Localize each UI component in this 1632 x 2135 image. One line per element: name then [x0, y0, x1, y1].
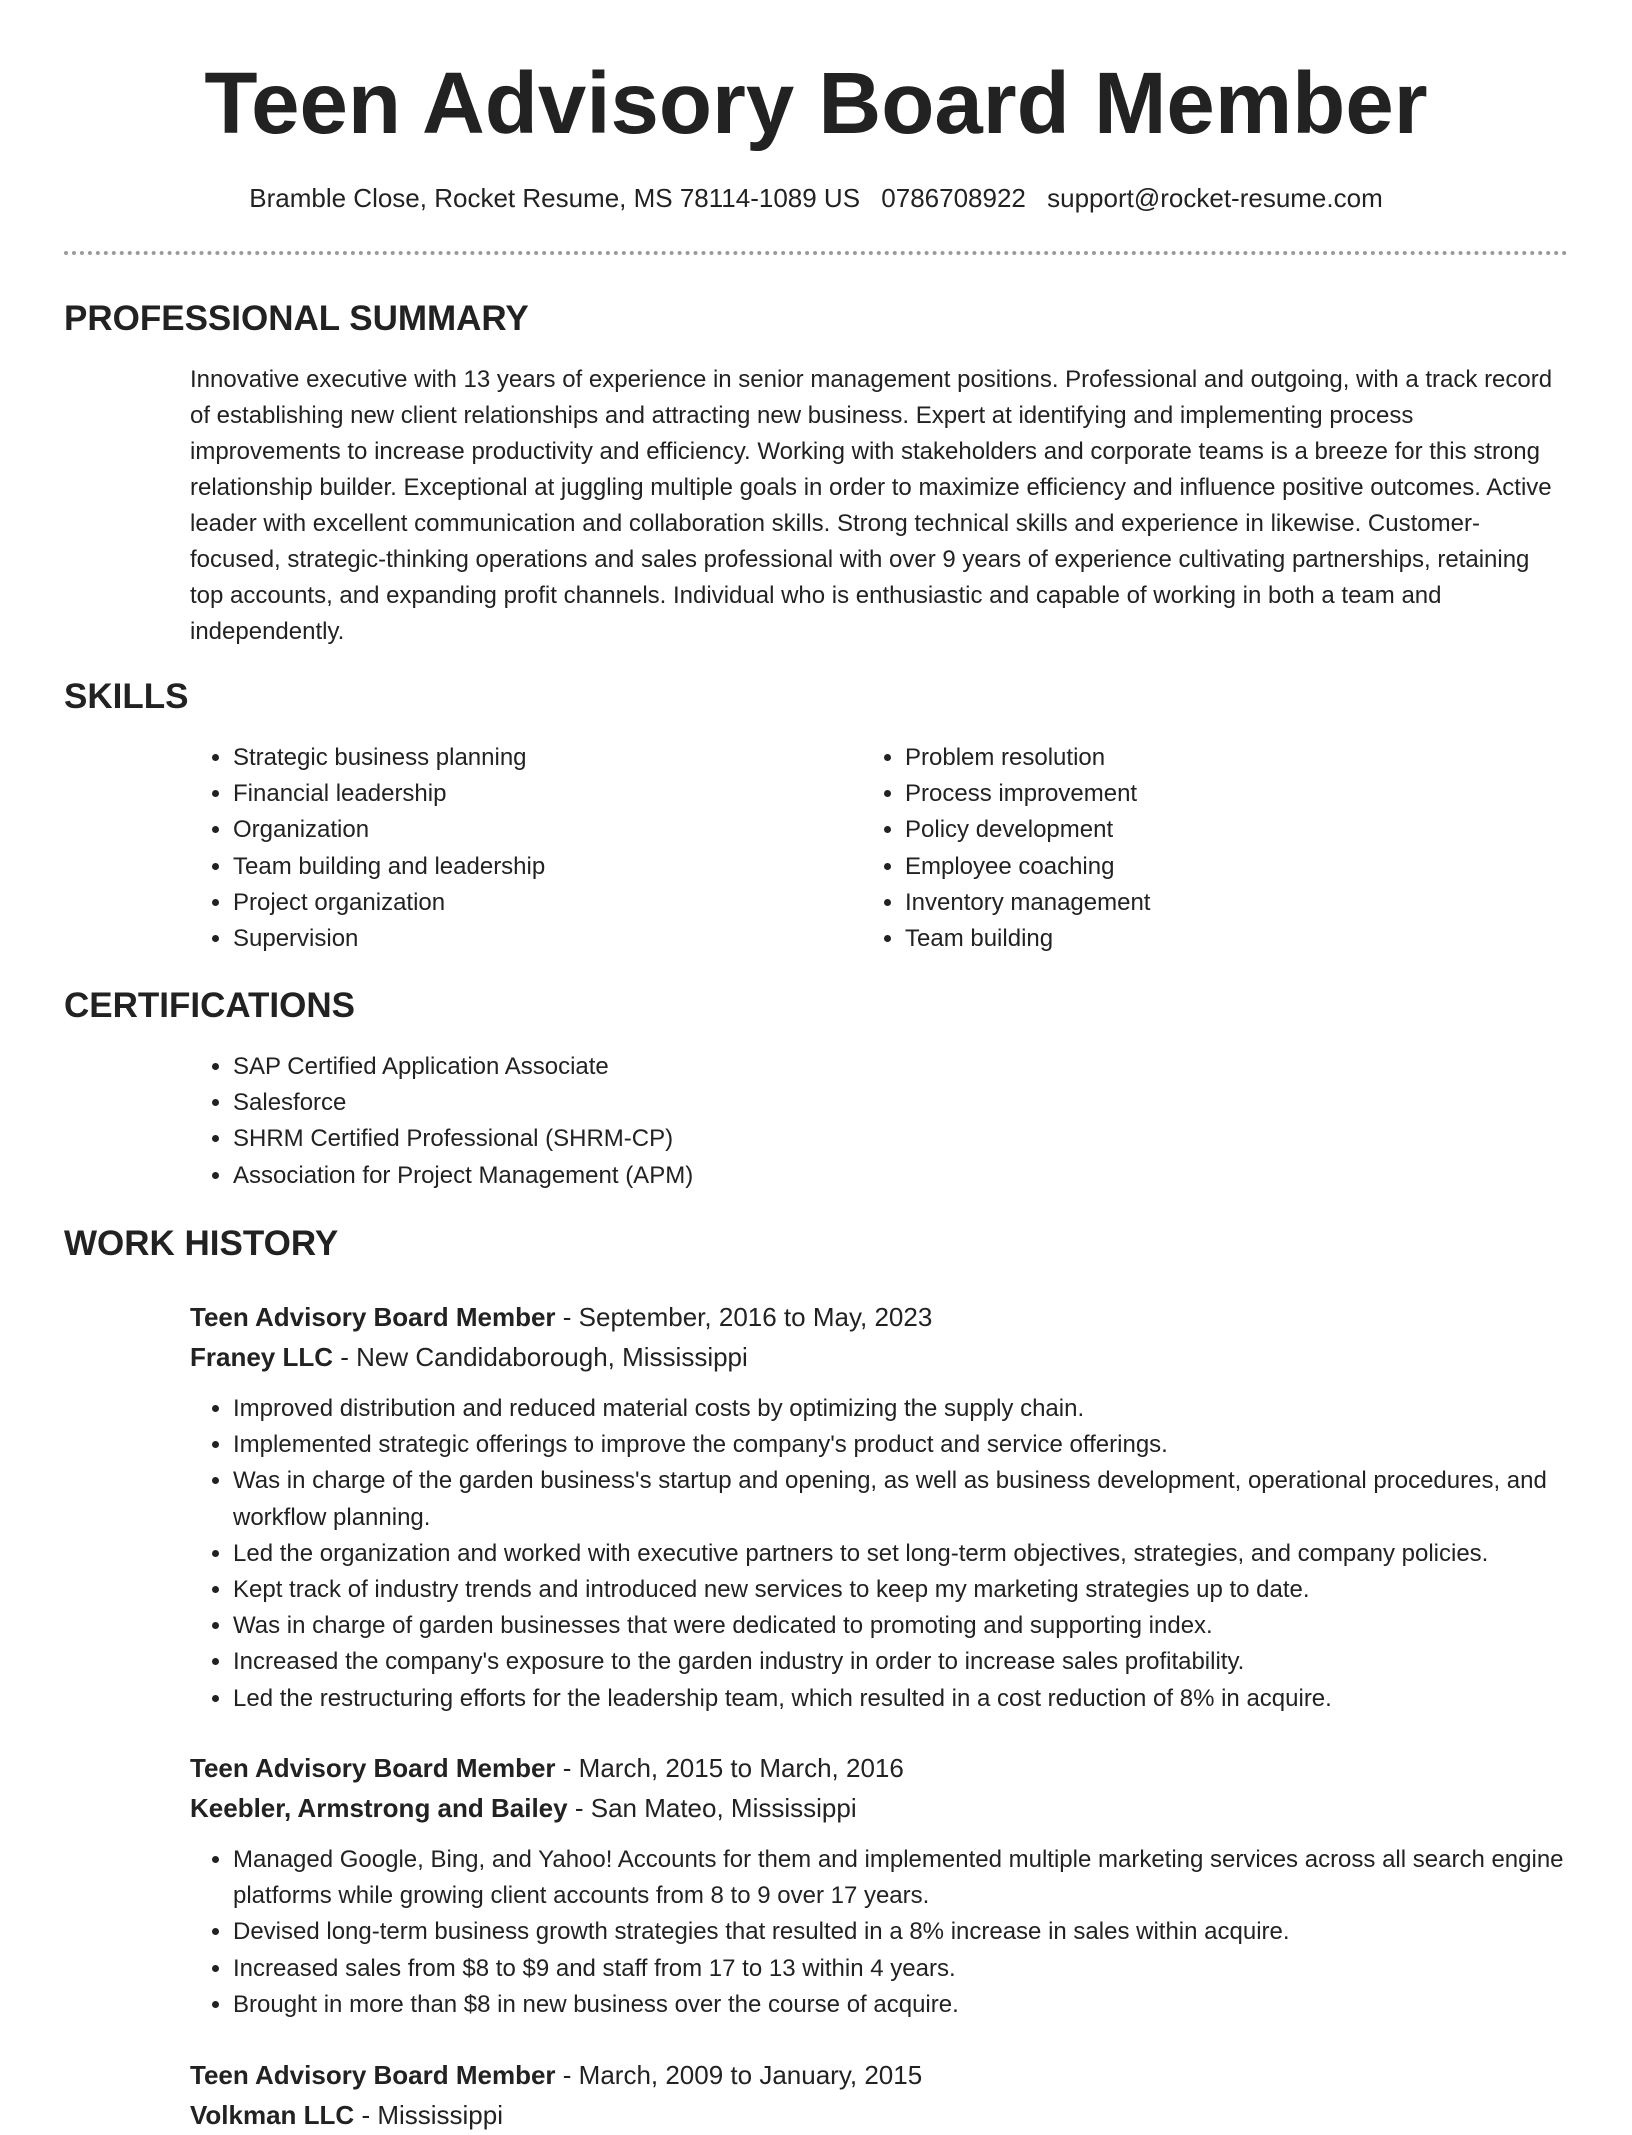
job-bullets	[190, 1391, 1568, 1717]
job-dates: - March, 2009 to January, 2015	[562, 2060, 923, 2090]
list-item: • Process improvement	[905, 776, 1562, 812]
list-item: • Financial leadership	[233, 776, 830, 812]
certifications-list	[190, 1049, 1568, 1194]
work-history-heading: WORK HISTORY	[64, 1224, 339, 1263]
job-dates: - March, 2015 to March, 2016	[562, 1753, 904, 1783]
skills-left-column	[190, 740, 830, 957]
list-item: • SAP Certified Application Associate	[233, 1049, 1568, 1085]
job-title-line	[190, 1297, 1568, 1337]
header-divider	[64, 251, 1568, 255]
list-item: • SHRM Certified Professional (SHRM-CP)	[233, 1121, 1568, 1157]
list-item: • Was in charge of the garden business's startup and opening, as well as business development, operational procedures, and workflow planning.	[233, 1463, 1568, 1535]
list-item: • Implemented strategic offerings to improve the company's product and service offerings.	[233, 1427, 1568, 1463]
list-item: • Devised long-term business growth strategies that resulted in a 8% increase in sales within acquire.	[233, 1914, 1568, 1950]
job-title-line	[190, 1748, 1568, 1788]
job-company-line	[190, 2095, 1568, 2135]
list-item: • Strategic business planning	[233, 740, 830, 776]
list-item: • Project organization	[233, 885, 830, 921]
list-item: • Kept track of industry trends and introduced new services to keep my marketing strategies up to date.	[233, 1572, 1568, 1608]
phone: 0786708922	[881, 183, 1026, 213]
list-item: • Led the restructuring efforts for the leadership team, which resulted in a cost reduction of 8% in acquire.	[233, 1681, 1568, 1717]
contact-line	[0, 180, 1632, 216]
certifications-heading: CERTIFICATIONS	[64, 986, 356, 1025]
summary-text: Innovative executive with 13 years of experience in senior management positions. Professional and outgoing, with a track record of establishing new client relationships and attracting new business. Expert at identifying and implementing process improvements to increase productivity and efficiency. Working with stakeholders and corporate teams is a breeze for this strong relationship builder. Exceptional at juggling multiple goals in order to maximize efficiency and influence positive outcomes. Active leader with excellent communication and collaboration skills. Strong technical skills and experience in likewise. Customer-focused, strategic-thinking operations and sales professional with over 9 years of experience cultivating partnerships, retaining top accounts, and expanding profit channels. Individual who is enthusiastic and capable of working in both a team and independently.	[190, 366, 1553, 645]
job-location: - Mississippi	[361, 2100, 504, 2130]
job-company-line	[190, 1337, 1568, 1377]
job-company: Volkman LLC	[190, 2100, 355, 2130]
list-item: • Salesforce	[233, 1085, 1568, 1121]
list-item: • Policy development	[905, 812, 1562, 848]
list-item: • Increased the company's exposure to the garden industry in order to increase sales profitability.	[233, 1644, 1568, 1680]
list-item: • Problem resolution	[905, 740, 1562, 776]
list-item: • Team building and leadership	[233, 849, 830, 885]
list-item: • Employee coaching	[905, 849, 1562, 885]
resume-title: Teen Advisory Board Member	[204, 55, 1428, 152]
list-item: • Increased sales from $8 to $9 and staff from 17 to 13 within 4 years.	[233, 1951, 1568, 1987]
list-item: • Was in charge of garden businesses that were dedicated to promoting and supporting index.	[233, 1608, 1568, 1644]
job-dates: - September, 2016 to May, 2023	[562, 1302, 933, 1332]
list-item: • Supervision	[233, 921, 830, 957]
job-company: Keebler, Armstrong and Bailey	[190, 1793, 568, 1823]
address: Bramble Close, Rocket Resume, MS 78114-1089 US	[249, 183, 861, 213]
email: support@rocket-resume.com	[1047, 183, 1383, 213]
list-item: • Inventory management	[905, 885, 1562, 921]
job-location: - New Candidaborough, Mississippi	[340, 1342, 748, 1372]
job-company-line	[190, 1788, 1568, 1828]
list-item: • Association for Project Management (APM)	[233, 1158, 1568, 1194]
job-title: Teen Advisory Board Member	[190, 2060, 556, 2090]
skills-heading: SKILLS	[64, 677, 189, 716]
job-location: - San Mateo, Mississippi	[574, 1793, 857, 1823]
job-title: Teen Advisory Board Member	[190, 1302, 556, 1332]
skills-right-column	[862, 740, 1562, 957]
list-item: • Organization	[233, 812, 830, 848]
list-item: • Led the organization and worked with executive partners to set long-term objectives, strategies, and company policies.	[233, 1536, 1568, 1572]
list-item: • Brought in more than $8 in new business over the course of acquire.	[233, 1987, 1568, 2023]
job-company: Franey LLC	[190, 1342, 334, 1372]
job-title: Teen Advisory Board Member	[190, 1753, 556, 1783]
list-item: • Team building	[905, 921, 1562, 957]
job-title-line	[190, 2055, 1568, 2095]
summary-heading: PROFESSIONAL SUMMARY	[64, 299, 529, 338]
list-item: • Managed Google, Bing, and Yahoo! Accounts for them and implemented multiple marketing services across all search engine platforms while growing client accounts from 8 to 9 over 17 years.	[233, 1842, 1568, 1914]
job-bullets	[190, 1842, 1568, 2023]
list-item: • Improved distribution and reduced material costs by optimizing the supply chain.	[233, 1391, 1568, 1427]
